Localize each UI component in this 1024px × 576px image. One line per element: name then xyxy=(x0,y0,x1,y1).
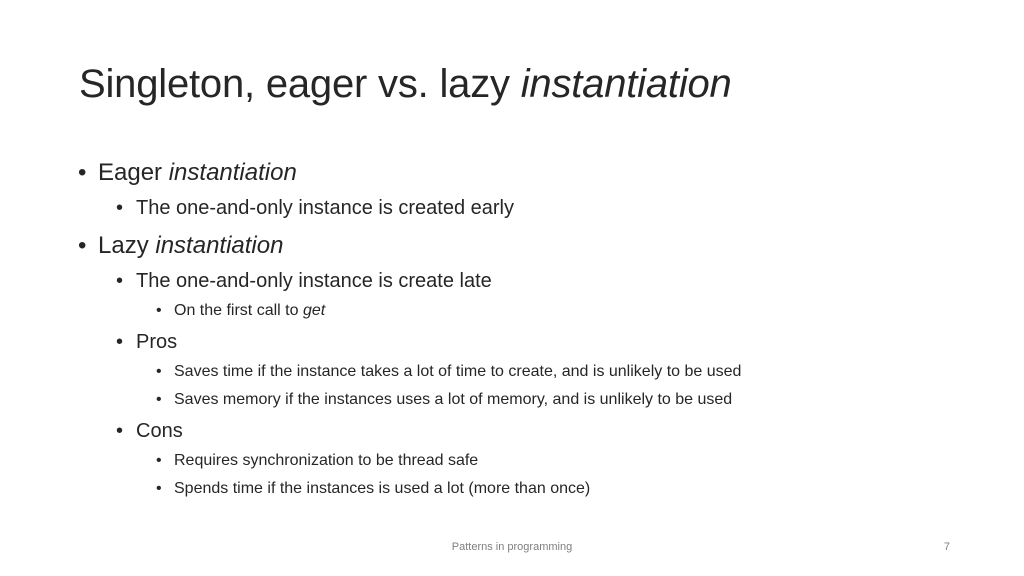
bullet-text: Pros xyxy=(136,331,178,353)
bullet-cons-time xyxy=(78,476,978,502)
bullet-eager xyxy=(78,156,978,190)
bullet-cons-sync xyxy=(78,448,978,474)
title-italic-text: instantiation xyxy=(520,62,732,106)
bullet-lazy-detail xyxy=(78,266,978,296)
bullet-icon: • xyxy=(116,331,124,353)
bullet-pros-memory xyxy=(78,387,978,413)
slide-title xyxy=(79,58,732,110)
bullet-lazy xyxy=(78,229,978,263)
bullet-icon: • xyxy=(156,452,162,469)
bullet-text: Eager xyxy=(98,159,169,186)
bullet-icon: • xyxy=(156,391,162,408)
bullet-text: Requires synchronization to be thread safe xyxy=(174,452,479,469)
title-text: Singleton, eager vs. lazy xyxy=(79,62,521,106)
bullet-italic-text: instantiation xyxy=(168,159,297,186)
bullet-text: Lazy xyxy=(98,232,156,259)
bullet-icon: • xyxy=(116,197,124,219)
bullet-pros xyxy=(78,327,978,357)
bullet-text: Saves time if the instance takes a lot of time to create, and is unlikely to be used xyxy=(174,363,742,380)
bullet-text: The one-and-only instance is create late xyxy=(136,270,492,292)
bullet-icon: • xyxy=(156,480,162,497)
bullet-icon: • xyxy=(78,159,87,186)
bullet-cons xyxy=(78,416,978,446)
bullet-eager-detail xyxy=(78,193,978,223)
bullet-text: Cons xyxy=(136,420,183,442)
slide-footer: Patterns in programming xyxy=(451,541,573,553)
bullet-pros-time xyxy=(78,359,978,385)
bullet-icon: • xyxy=(156,363,162,380)
bullet-icon: • xyxy=(78,232,87,259)
bullet-text: On the first call to xyxy=(174,302,303,319)
bullet-text: The one-and-only instance is created early xyxy=(136,197,514,219)
bullet-first-call xyxy=(78,298,978,324)
bullet-italic-text: get xyxy=(302,302,326,319)
bullet-text: Saves memory if the instances uses a lot of memory, and is unlikely to be used xyxy=(174,391,733,408)
bullet-list xyxy=(78,156,978,502)
bullet-icon: • xyxy=(116,420,124,442)
bullet-text: Spends time if the instances is used a lot (more than once) xyxy=(174,480,591,497)
page-number: 7 xyxy=(943,541,950,553)
bullet-icon: • xyxy=(156,302,162,319)
bullet-italic-text: instantiation xyxy=(155,232,284,259)
bullet-icon: • xyxy=(116,270,124,292)
